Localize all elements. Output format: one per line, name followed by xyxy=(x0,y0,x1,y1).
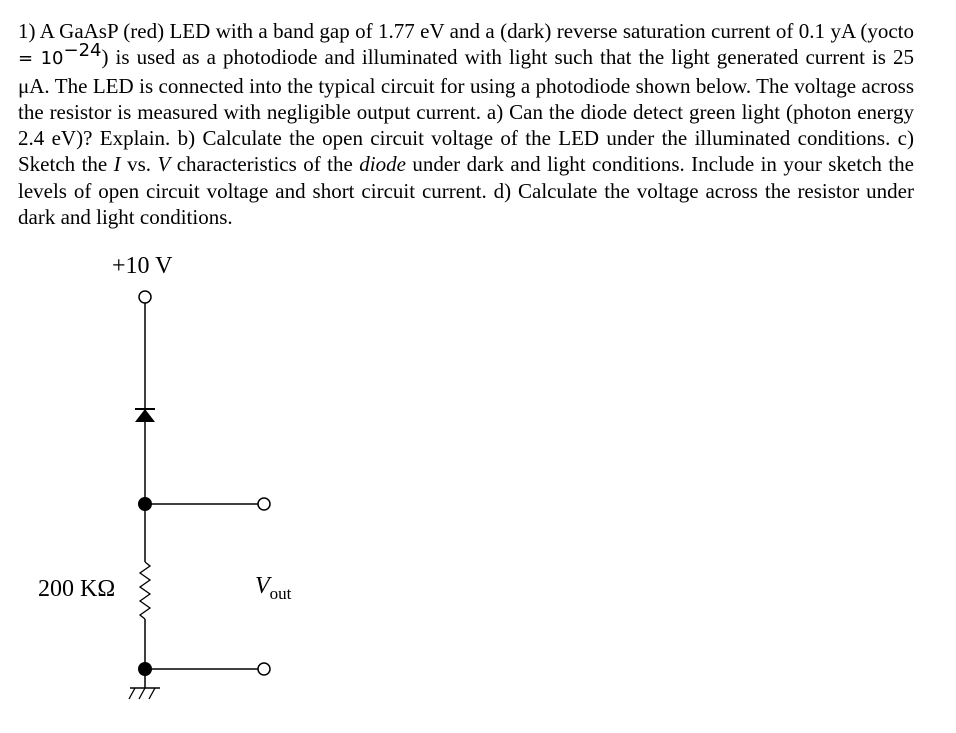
problem-text-part-5: under dark and light conditions. Include in your sketch the levels of open circuit voltage and short circuit current. d) Calculate the voltage across the resistor under dark and light conditions. xyxy=(18,152,914,230)
power-base: 10 xyxy=(40,48,64,70)
vout-top-terminal-icon xyxy=(258,498,270,510)
power-exponent: −24 xyxy=(63,40,102,62)
vout-main: V xyxy=(255,573,270,599)
problem-text-part-1: A GaAsP (red) LED with a band gap of 1.77 eV and a (dark) reverse saturation current of 0.1 yA (yocto xyxy=(35,19,914,43)
italic-diode-word: diode xyxy=(359,152,406,177)
vout-bottom-terminal-icon xyxy=(258,663,270,675)
supply-voltage-label: +10 V xyxy=(112,253,173,279)
resistor-value-label: 200 KΩ xyxy=(38,576,116,602)
problem-number: 1) xyxy=(18,19,36,43)
supply-terminal-icon xyxy=(139,291,151,303)
problem-text-part-4: characteristics of the xyxy=(170,152,360,177)
italic-current-symbol: I xyxy=(113,152,121,177)
photodiode-icon xyxy=(135,409,155,422)
problem-text-part-3: vs. xyxy=(120,152,158,177)
ground-icon xyxy=(129,688,160,699)
italic-voltage-symbol: V xyxy=(157,152,171,177)
equals-sign: = xyxy=(18,48,41,70)
vout-subscript: out xyxy=(269,584,292,603)
problem-text-part-2: ) is used as a photodiode and illuminated with light such that the light generated current is 25 μA. The LED is connected into the typical circuit for using a photodiode shown below. The voltage across the resistor is measured with negligible output current. a) Can the diode detect green light (photon energy 2.4 eV)? Explain. b) Calculate the open circuit voltage of the LED under the illuminated conditions. c) Sketch the xyxy=(18,45,914,177)
resistor-icon xyxy=(140,562,150,619)
